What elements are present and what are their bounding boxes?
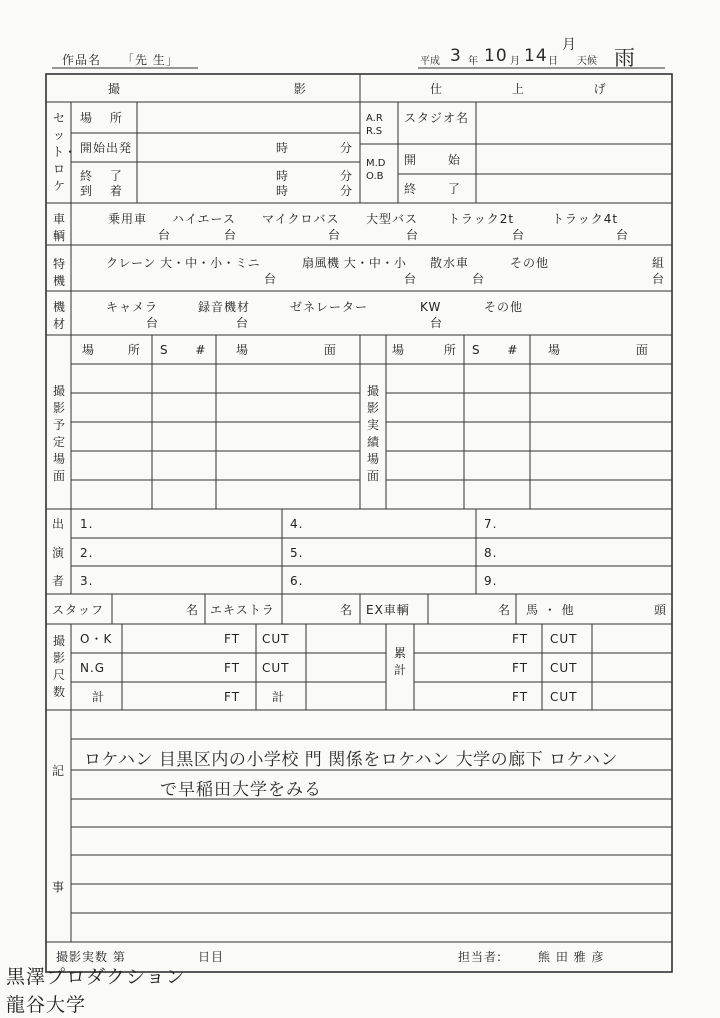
weekday-value: 月: [562, 37, 577, 53]
day-unit: 日: [548, 56, 558, 67]
cast-slot-6: 6.: [290, 574, 304, 588]
watermark-line-2: 龍谷大学: [6, 994, 87, 1016]
era-label: 平成: [420, 56, 440, 67]
vehicles-side-label: 車輌: [52, 212, 65, 243]
actual-scenes-side-label: 撮影実績場面: [366, 384, 379, 483]
equip-unit: 台: [430, 316, 444, 330]
month-unit: 月: [510, 56, 520, 67]
staff-label: スタッフ: [52, 603, 105, 617]
actual-col-s: S #: [472, 343, 519, 357]
cast-slot-5: 5.: [290, 546, 304, 560]
cast-slot-4: 4.: [290, 517, 304, 531]
actual-col-place: 場 所: [392, 343, 457, 357]
year-unit: 年: [468, 56, 478, 67]
planned-col-place: 場 所: [82, 343, 141, 357]
work-title-label: 作品名: [62, 53, 102, 67]
weather-value: 雨: [614, 46, 636, 70]
cum-ft-3: FT: [512, 690, 529, 704]
cast-slot-8: 8.: [484, 546, 498, 560]
ob-label: O.B: [366, 171, 384, 182]
equipment-side-label: 機材: [52, 300, 65, 331]
equip-other: その他: [484, 300, 524, 314]
shooting-days-label: 撮影実数 第: [56, 950, 126, 964]
vehicle-truck2t: トラック2t: [448, 212, 515, 226]
footage-side-label: 撮影尺数: [52, 634, 65, 699]
cum-ft-1: FT: [512, 632, 529, 646]
vehicle-truck4t: トラック4t: [552, 212, 619, 226]
depart-hour: 時: [276, 141, 290, 155]
cumulative-label: 累計: [393, 646, 406, 677]
shooting-header: 撮 影: [108, 82, 307, 96]
end-hour: 時: [276, 169, 290, 183]
watermark-line-1: 黒澤プロダクション: [6, 966, 186, 988]
cast-side-3: 者: [52, 574, 66, 588]
vehicle-unit: 台: [616, 228, 630, 242]
vehicle-car: 乗用車: [108, 212, 148, 226]
cum-cut-2: CUT: [550, 661, 578, 675]
vehicle-unit: 台: [224, 228, 238, 242]
vehicle-unit: 台: [406, 228, 420, 242]
planned-col-scene: 場 面: [236, 343, 337, 357]
special-other-label: その他: [510, 256, 550, 270]
crane-label: クレーン 大・中・小・ミニ: [106, 256, 261, 270]
person-in-charge-name: 熊 田 雅 彦: [538, 950, 605, 964]
planned-scenes-side-label: 撮影予定場面: [52, 384, 65, 483]
fan-label: 扇風機 大・中・小: [302, 256, 407, 270]
finish-label: 終 了: [404, 182, 461, 196]
finishing-header: 仕 上 げ: [430, 82, 607, 96]
cast-slot-1: 1.: [80, 517, 94, 531]
special-unit: 台: [472, 272, 486, 286]
depart-label: 開始出発: [80, 141, 133, 155]
ok-label: O・K: [80, 632, 113, 646]
cum-cut-1: CUT: [550, 632, 578, 646]
planned-col-s: S #: [160, 343, 207, 357]
vehicle-unit: 台: [158, 228, 172, 242]
depart-minute: 分: [340, 141, 354, 155]
cum-cut-3: CUT: [550, 690, 578, 704]
ok-cut: CUT: [262, 632, 290, 646]
weather-label: 天候: [577, 56, 597, 67]
set-label: 組: [652, 256, 666, 270]
cast-slot-2: 2.: [80, 546, 94, 560]
vehicle-microbus: マイクロバス: [262, 212, 340, 226]
vehicle-unit: 台: [328, 228, 342, 242]
special-side-label: 特機: [52, 257, 65, 288]
arrive-hour: 時: [276, 184, 290, 198]
total-label: 計: [92, 690, 106, 704]
studio-label: スタジオ名: [404, 111, 470, 125]
horse-label: 馬 ・ 他: [526, 603, 575, 617]
vehicle-bus: 大型バス: [366, 212, 419, 226]
special-unit: 台: [264, 272, 278, 286]
cast-slot-7: 7.: [484, 517, 498, 531]
ng-label: N.G: [80, 661, 106, 675]
cast-slot-9: 9.: [484, 574, 498, 588]
cast-side-1: 出: [52, 517, 66, 531]
equip-unit: 台: [146, 316, 160, 330]
ok-ft: FT: [224, 632, 241, 646]
work-title-value: 「先 生」: [122, 53, 179, 67]
month-value: 10: [484, 46, 508, 66]
total-ft: FT: [224, 690, 241, 704]
staff-unit: 名: [186, 603, 200, 617]
special-unit: 台: [652, 272, 666, 286]
notes-line-2: で早稲田大学をみる: [160, 780, 322, 800]
year-value: 3: [450, 46, 462, 66]
set-location-side-label: セット・ロケ: [52, 111, 77, 193]
notes-side-2: 事: [52, 880, 66, 894]
cast-side-2: 演: [52, 546, 66, 560]
place-label: 場 所: [80, 111, 123, 125]
start-label: 開 始: [404, 153, 461, 167]
vehicle-hiace: ハイエース: [172, 212, 236, 226]
rs-label: R.S: [366, 126, 383, 137]
extra-label: エキストラ: [210, 603, 275, 617]
md-label: M.D: [366, 158, 386, 169]
ex-car-label: EX車輌: [366, 603, 410, 617]
person-in-charge-label: 担当者:: [458, 950, 503, 964]
equip-camera: キャメラ: [106, 300, 159, 314]
ar-label: A.R: [366, 113, 383, 124]
day-value: 14: [524, 46, 548, 66]
extra-unit: 名: [340, 603, 354, 617]
end-label: 終 了: [80, 169, 123, 183]
ng-cut: CUT: [262, 661, 290, 675]
horse-unit: 頭: [654, 603, 668, 617]
total-cut: 計: [272, 690, 286, 704]
cum-ft-2: FT: [512, 661, 529, 675]
actual-col-scene: 場 面: [548, 343, 649, 357]
ex-car-unit: 名: [498, 603, 512, 617]
equip-kw: KW: [420, 300, 442, 314]
notes-side-1: 記: [52, 764, 66, 778]
arrive-minute: 分: [340, 184, 354, 198]
equip-generator: ゼネレーター: [290, 300, 369, 314]
water-truck-label: 散水車: [430, 256, 470, 270]
equip-unit: 台: [236, 316, 250, 330]
shooting-days-unit: 日目: [198, 950, 225, 964]
cast-slot-3: 3.: [80, 574, 94, 588]
end-minute: 分: [340, 169, 354, 183]
equip-sound: 録音機材: [198, 300, 251, 314]
special-unit: 台: [404, 272, 418, 286]
notes-line-1: ロケハン 目黒区内の小学校 門 関係をロケハン 大学の廊下 ロケハン: [84, 750, 618, 770]
vehicle-unit: 台: [512, 228, 526, 242]
ng-ft: FT: [224, 661, 241, 675]
arrive-label: 到 着: [80, 184, 123, 198]
